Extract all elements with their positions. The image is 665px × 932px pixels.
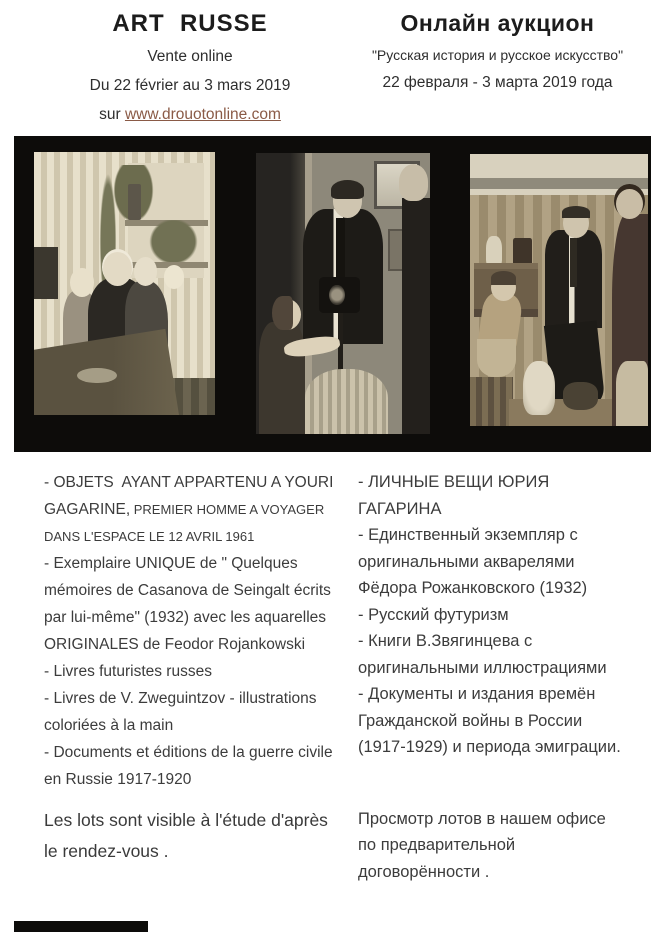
bullet-zvyagintsev-books: - Книги В.Звягинцева с оригинальными иллюстрациями [358, 632, 607, 677]
girl-figure [259, 322, 304, 434]
title-online-auction: Онлайн аукцион [400, 10, 595, 36]
drouotonline-link[interactable]: www.drouotonline.com [124, 106, 281, 123]
photo-banner [14, 136, 651, 452]
photo-gagarin-standing [470, 154, 648, 426]
girl-head [70, 268, 94, 297]
woman-head [103, 252, 132, 286]
link-line [40, 106, 340, 124]
camera-lens [329, 285, 345, 305]
partial-image-strip [14, 921, 148, 932]
chair [616, 361, 648, 426]
bullet-sub-text: PREMIER HOMME A VOYAGER DANS L'ESPACE LE 12 AVRIL 1961 [44, 502, 328, 544]
wall-stripe [470, 178, 648, 189]
russian-lot-list [358, 469, 626, 885]
french-lot-list [44, 469, 336, 867]
wicker-chair [305, 369, 389, 434]
child-hair [491, 271, 516, 285]
viewing-note-french: Les lots sont visible à l'étude d'après le rendez-vous . [44, 810, 328, 861]
tie [570, 238, 577, 287]
bullet-gagarine-objects [44, 469, 336, 550]
bullet-gagarin-items: - ЛИЧНЫЕ ВЕЩИ ЮРИЯ ГАГАРИНА [358, 473, 550, 518]
bullet-civil-war-docs: - Документы и издания времён Гражданской войны в России (1917-1929) и периода эмиграции. [358, 685, 621, 756]
photo-gagarin-with-camera [256, 153, 430, 434]
cabinet [34, 247, 58, 300]
plant [146, 220, 200, 267]
table-item [563, 382, 599, 409]
vase [128, 184, 141, 221]
dates-russian: 22 февраля - 3 марта 2019 года [382, 74, 613, 91]
subtitle-russian-history: "Русская история и русское искусство" [371, 47, 624, 63]
clock [513, 238, 533, 265]
viewing-note-russian: Просмотр лотов в нашем офисе по предварительной договорённости . [358, 809, 606, 881]
hair [562, 206, 590, 218]
tie [336, 218, 345, 280]
bullet-rojankovsky: - Единственный экземпляр с оригинальными акварелями Фёдора Рожанковского (1932) [358, 526, 588, 597]
bullet-casanova: - Exemplaire UNIQUE de " Quelques mémoires de Casanova de Seingalt écrits par lui-même" (1932) avec les aquarelles ORIGINALES de Feodor Rojankowski [44, 555, 331, 653]
subtitle-vente-online: Vente online [147, 48, 233, 65]
header-russian [345, 10, 650, 92]
bullet-futurism: - Русский футуризм [358, 605, 509, 624]
hair [331, 180, 364, 200]
child-head [164, 265, 184, 289]
child-skirt [477, 339, 516, 377]
bullet-zweguintzov: - Livres de V. Zweguintzov - illustrations coloriées à la main [44, 690, 317, 734]
photo-family-at-table [34, 152, 215, 415]
bystander-figure [402, 198, 430, 434]
bullet-main-text: - OBJETS AYANT APPARTENU A YOURI GAGARINE, [44, 474, 338, 518]
title-art-russe: ART RUSSE [112, 10, 268, 37]
child-head [134, 257, 158, 286]
bullet-civil-war: - Documents et éditions de la guerre civile en Russie 1917-1920 [44, 744, 333, 788]
woman-head [616, 189, 643, 219]
carpet [470, 377, 513, 426]
dates-french: Du 22 février au 3 mars 2019 [89, 77, 291, 94]
glass-vase [523, 361, 555, 415]
figurine [486, 236, 502, 266]
link-prefix: sur [99, 106, 125, 123]
bullet-futurist-books: - Livres futuristes russes [44, 663, 212, 680]
bystander-head [399, 164, 429, 201]
girl-hair [272, 296, 293, 330]
header-french [40, 10, 340, 124]
